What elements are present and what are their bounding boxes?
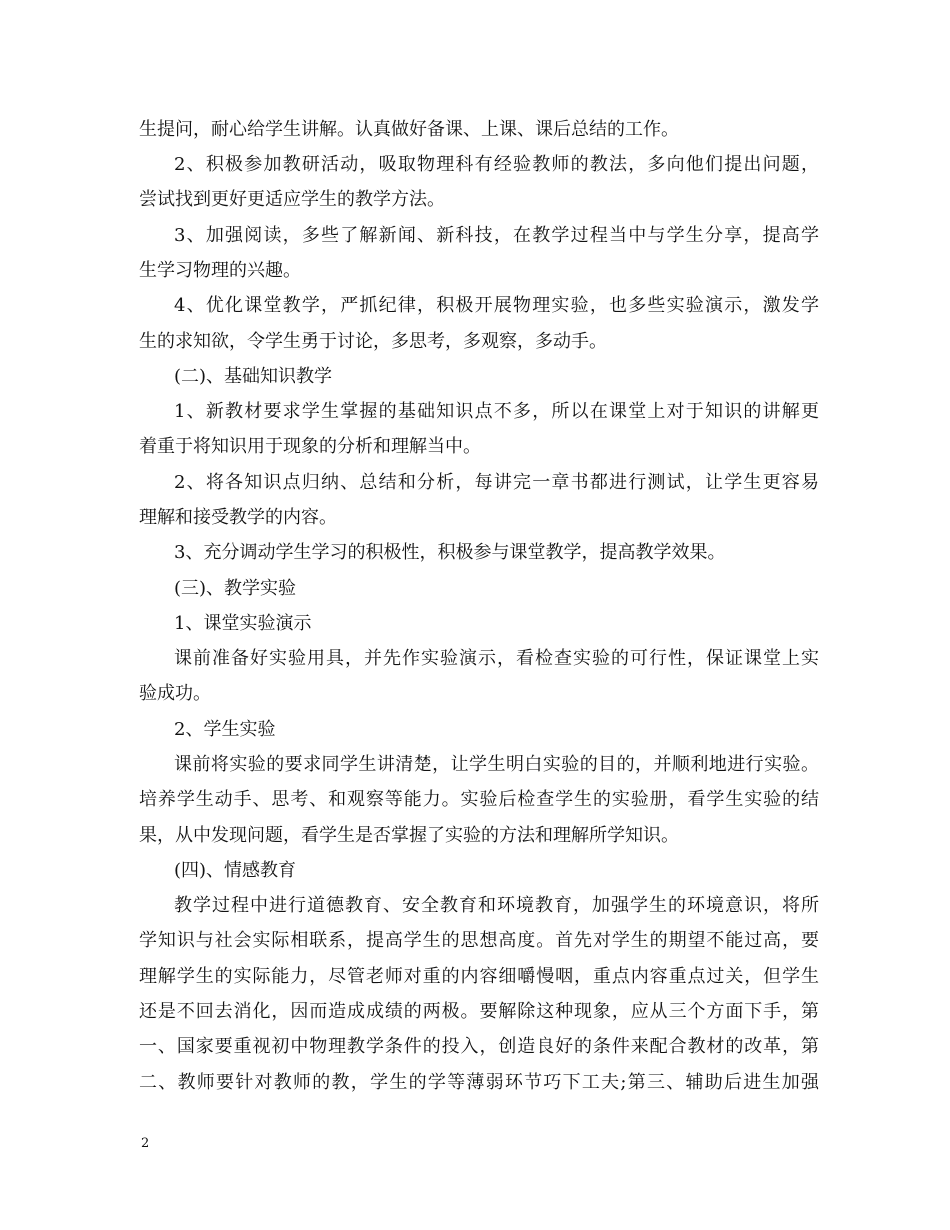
text-line: 3、加强阅读，多些了解新闻、新科技，在教学过程当中与学生分享，提高学 <box>174 225 819 246</box>
text-line: 尝试找到更好更适应学生的教学方法。 <box>139 189 445 210</box>
text-line: 课前将实验的要求同学生讲清楚，让学生明白实验的目的，并顺利地进行实验。 <box>174 754 819 775</box>
section-heading: (四)、情感教育 <box>174 860 297 881</box>
text-line: 还是不回去消化，因而造成成绩的两极。要解除这种现象，应从三个方面下手，第 <box>139 1001 819 1022</box>
text-line: 3、充分调动学生学习的积极性，积极参与课堂教学，提高教学效果。 <box>174 542 726 563</box>
text-line: 着重于将知识用于现象的分析和理解当中。 <box>139 436 481 457</box>
text-line: 理解学生的实际能力，尽管老师对重的内容细嚼慢咽，重点内容重点过关，但学生 <box>139 966 819 987</box>
text-line: 4、优化课堂教学，严抓纪律，积极开展物理实验，也多些实验演示，激发学 <box>174 295 819 316</box>
text-line: 课前准备好实验用具，并先作实验演示，看检查实验的可行性，保证课堂上实 <box>174 648 819 669</box>
text-line: 生的求知欲，令学生勇于讨论，多思考，多观察，多动手。 <box>139 331 607 352</box>
text-line: 果，从中发现问题，看学生是否掌握了实验的方法和理解所学知识。 <box>139 825 679 846</box>
text-line: 生学习物理的兴趣。 <box>139 260 301 281</box>
text-line: 生提问，耐心给学生讲解。认真做好备课、上课、课后总结的工作。 <box>139 119 679 140</box>
text-line: 二、教师要针对教师的教，学生的学等薄弱环节巧下工夫;第三、辅助后进生加强 <box>139 1072 819 1093</box>
page-number: 2 <box>141 1136 150 1151</box>
text-line: 一、国家要重视初中物理教学条件的投入，创造良好的条件来配合教材的改革，第 <box>139 1036 819 1057</box>
section-heading: (二)、基础知识教学 <box>174 366 333 387</box>
text-line: 1、新教材要求学生掌握的基础知识点不多，所以在课堂上对于知识的讲解更 <box>174 401 819 422</box>
text-line: 2、积极参加教研活动，吸取物理科有经验教师的教法，多向他们提出问题， <box>174 154 819 175</box>
text-line: 验成功。 <box>139 683 211 704</box>
subsection-heading: 1、课堂实验演示 <box>174 613 312 634</box>
text-line: 培养学生动手、思考、和观察等能力。实验后检查学生的实验册，看学生实验的结 <box>139 789 819 810</box>
text-line: 学知识与社会实际相联系，提高学生的思想高度。首先对学生的期望不能过高，要 <box>139 930 819 951</box>
subsection-heading: 2、学生实验 <box>174 719 276 740</box>
text-line: 教学过程中进行道德教育、安全教育和环境教育，加强学生的环境意识，将所 <box>174 895 819 916</box>
text-line: 理解和接受教学的内容。 <box>139 507 337 528</box>
section-heading: (三)、教学实验 <box>174 578 297 599</box>
text-line: 2、将各知识点归纳、总结和分析，每讲完一章书都进行测试，让学生更容易 <box>174 472 819 493</box>
